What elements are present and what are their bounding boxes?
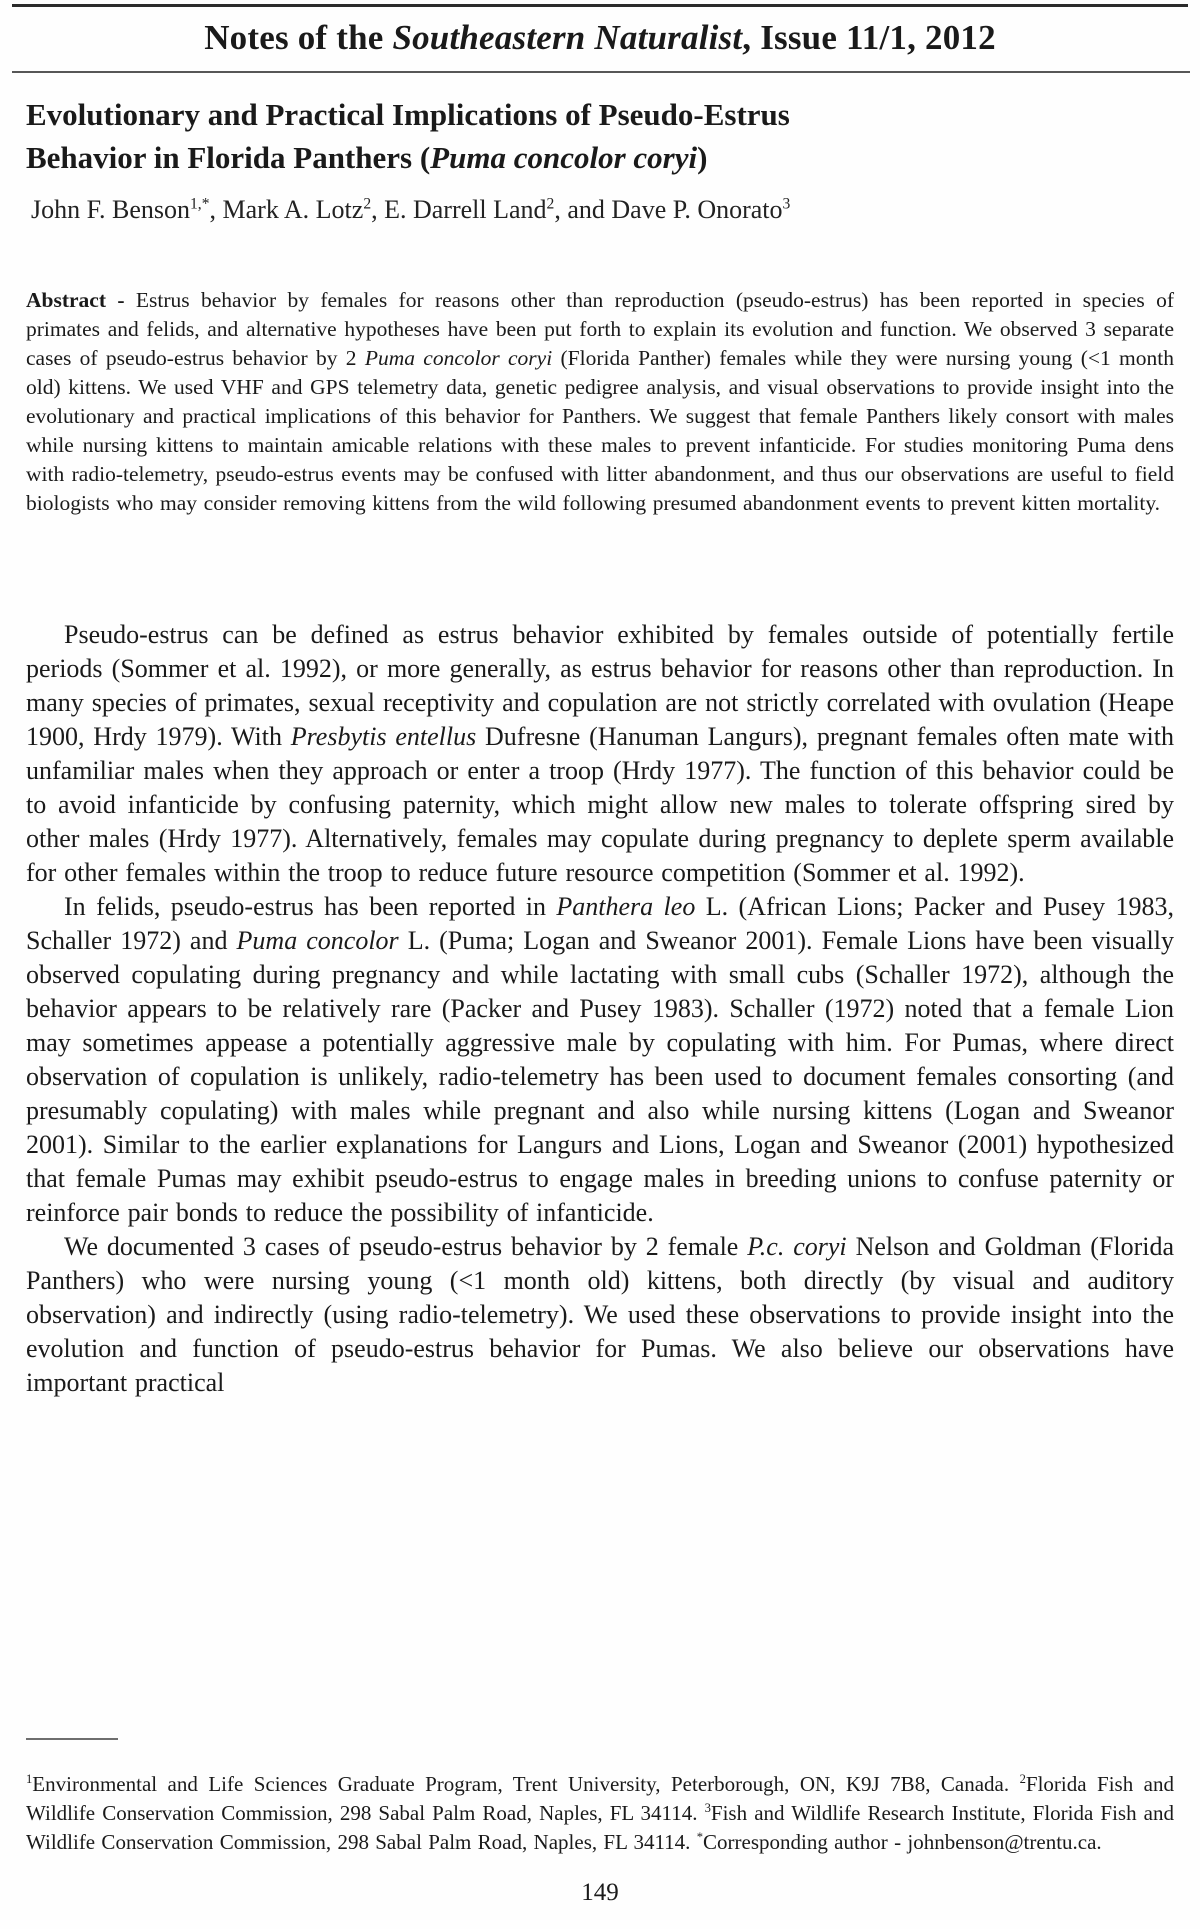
journal-header: Notes of the Southeastern Naturalist, Issue 11/1, 2012 — [204, 18, 996, 57]
article-title-line1: Evolutionary and Practical Implications of Pseudo-Estrus — [26, 97, 790, 132]
abstract: Abstract - Estrus behavior by females for reasons other than reproduction (pseudo-estrus) has been reported in species of primates and felids, and alternative hypotheses have been put forth to explain its evolution and function. We observed 3 separate cases of pseudo-estrus behavior by 2 Puma concolor coryi (Florida Panther) females while they were nursing young (<1 month old) kittens. We used VHF and GPS telemetry data, genetic pedigree analysis, and visual observations to provide insight into the evolutionary and practical implications of this behavior for Panthers. We suggest that female Panthers likely consort with males while nursing kittens to maintain amicable relations with these males to prevent infanticide. For studies monitoring Puma dens with radio-telemetry, pseudo-estrus events may be confused with litter abandonment, and thus our observations are useful to field biologists who may consider removing kittens from the wild following presumed abandonment events to prevent kitten mortality. — [26, 288, 1175, 516]
body-paragraph: We documented 3 cases of pseudo-estrus behavior by 2 female P.c. coryi Nelson and Goldman (Florida Panthers) who were nursing young (<1 month old) kittens, both directly (by visual and auditory observation) and indirectly (using radio-telemetry). We used these observations to provide insight into the evolution and function of pseudo-estrus behavior for Pumas. We also believe our observations have important practical — [26, 1232, 1175, 1398]
footnotes: $^1$Environmental and Life Sciences Graduate Program, Trent University, Peterborough, ON, K9J 7B8, Canada. $^2$Florida Fish and Wildlife Conservation Commission, 298 Sabal Palm Road, Naples, FL 34114. $^3$Fish and Wildlife Research Institute, Florida Fish and Wildlife Conservation Commission, 298 Sabal Palm Road, Naples, FL 34114. *Corresponding author - johnbenson@trentu.ca. — [26, 1772, 1175, 1854]
page-footer — [26, 1738, 1174, 1907]
body-paragraph: In felids, pseudo-estrus has been reported in Panthera leo L. (African Lions; Packer and Pusey 1983, Schaller 1972) and Puma concolor L. (Puma; Logan and Sweanor 2001). Female Lions have been visually observed copulating during pregnancy and while lactating with small cubs (Schaller 1972), although the behavior appears to be relatively rare (Packer and Pusey 1983). Schaller (1972) noted that a female Lion may sometimes appease a potentially aggressive male by copulating with him. For Pumas, where direct observation of copulation is unlikely, radio-telemetry has been used to document females consorting (and presumably copulating) with males while pregnant and also while nursing kittens (Logan and Sweanor 2001). Similar to the earlier explanations for Langurs and Lions, Logan and Sweanor (2001) hypothesized that female Pumas may exhibit pseudo-estrus to engage males in breeding unions to confuse paternity or reinforce pair bonds to reduce the possibility of infanticide. — [26, 892, 1174, 1228]
article-title — [26, 93, 1174, 180]
body-paragraph: Pseudo-estrus can be defined as estrus behavior exhibited by females outside of potentially fertile periods (Sommer et al. 1992), or more generally, as estrus behavior for reasons other than reproduction. In many species of primates, sexual receptivity and copulation are not strictly correlated with ovulation (Heape 1900, Hrdy 1979). With Presbytis entellus Dufresne (Hanuman Langurs), pregnant females often mate with unfamiliar males when they approach or enter a troop (Hrdy 1977). The function of this behavior could be to avoid infanticide by confusing paternity, which might allow new males to tolerate offspring sired by other males (Hrdy 1977). Alternatively, females may copulate during pregnancy to deplete sperm available for other females within the troop to reduce future resource competition (Sommer et al. 1992). — [26, 620, 1174, 888]
author-line: John F. Benson$^{1,*}$, Mark A. Lotz$^2$, E. Darrell Land$^2$, and Dave P. Onorato$^3$ — [31, 194, 791, 224]
page-number: 149 — [581, 1879, 619, 1906]
header-rule — [12, 71, 1190, 73]
article-title-line2: Behavior in Florida Panthers (Puma concolor coryi) — [26, 140, 708, 176]
footnote-divider — [26, 1738, 118, 1740]
article-body — [26, 618, 1174, 1400]
